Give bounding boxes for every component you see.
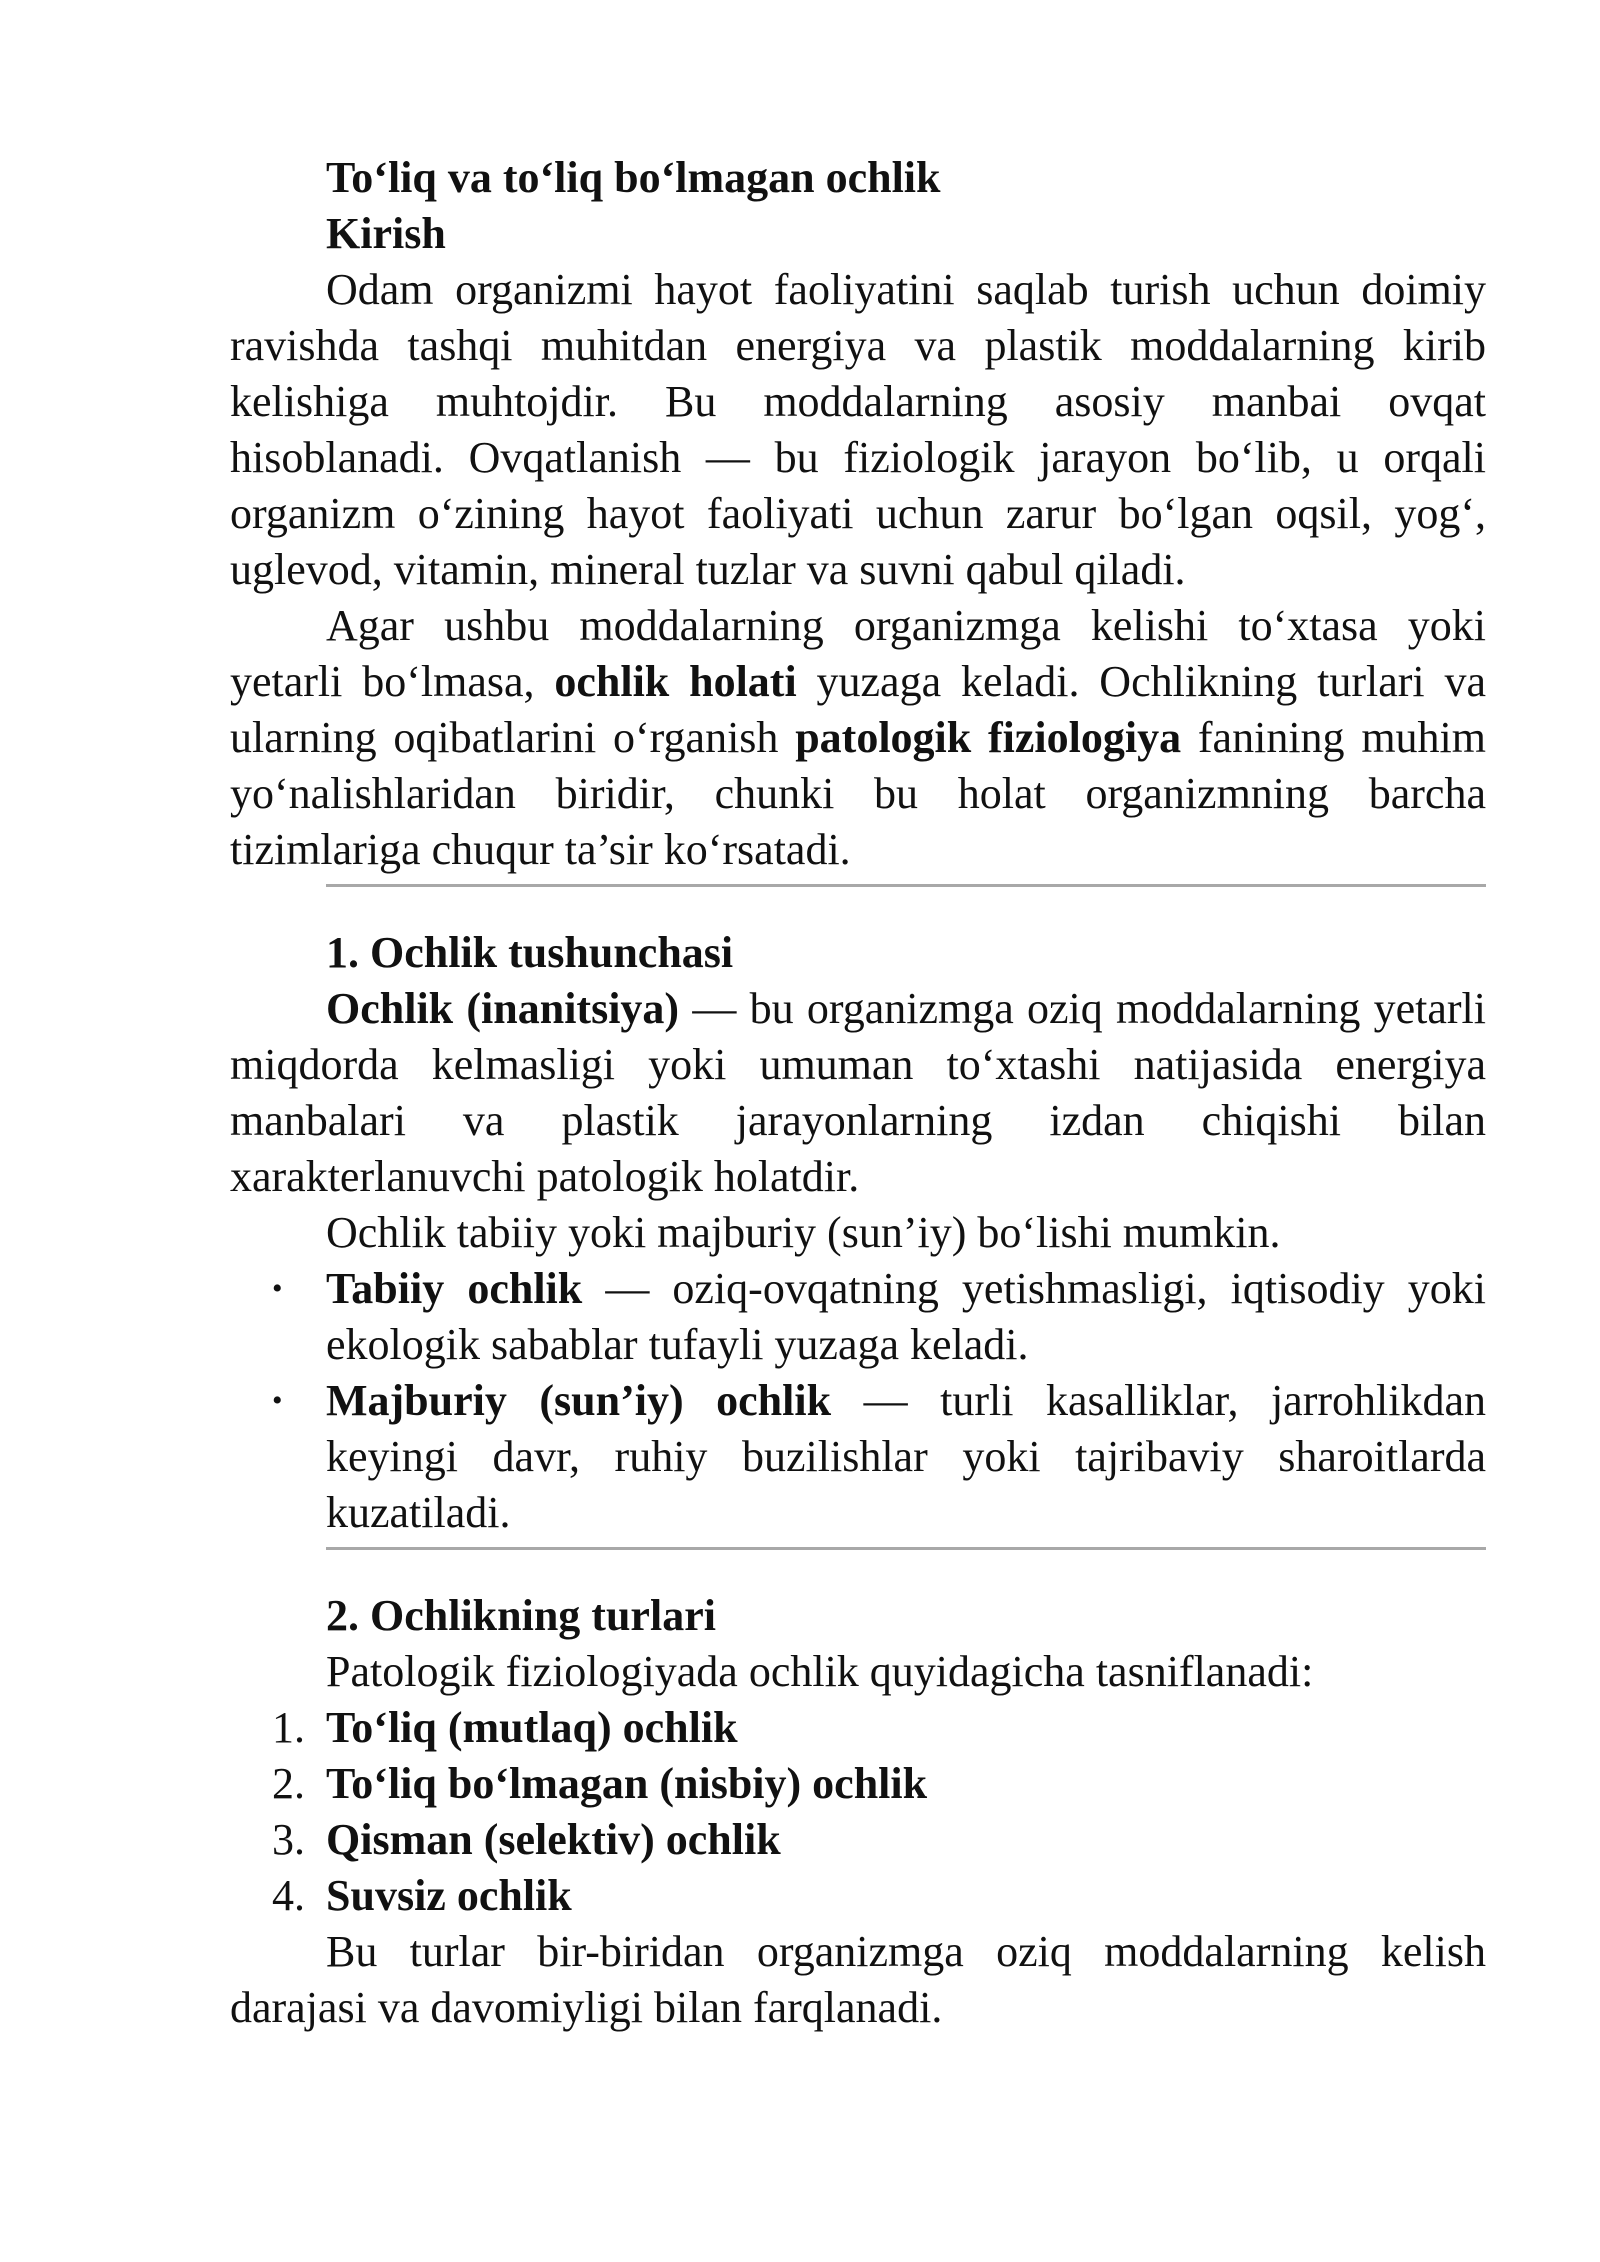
list-item xyxy=(272,1868,1486,1924)
section2-heading: 2. Ochlikning turlari xyxy=(326,1591,716,1640)
list-number: 2. xyxy=(272,1759,305,1808)
definition-text: — bu organizmga oziq moddalarning yetarli miqdorda kelmasligi yoki umuman to‘xtashi natijasida energiya manbalari va plastik jarayonlarning izdan chiqishi bilan xarakterlanuvchi patologik holatdir. xyxy=(230,984,1486,1201)
intro-p2-bold-ochlik-holati: ochlik holati xyxy=(554,657,797,706)
definition-term: Ochlik (inanitsiya) xyxy=(326,984,680,1033)
bullet-term: Majburiy (sun’iy) ochlik xyxy=(326,1376,832,1425)
section-divider xyxy=(326,1547,1486,1550)
list-item-text: Qisman (selektiv) ochlik xyxy=(326,1815,781,1864)
section1-heading: 1. Ochlik tushunchasi xyxy=(326,928,734,977)
classification-numbered-list xyxy=(230,1700,1486,1924)
intro-p2-text-e: fanining muhim yo‘nalishlaridan biridir, chunki bu holat organizmning barcha tizimlariga chuqur ta’sir ko‘rsatadi. xyxy=(230,713,1486,874)
intro-p2-text-a: Agar ushbu moddalarning organizmga kelishi to‘xtasa yoki yetarli bo‘lmasa, xyxy=(230,601,1486,706)
ochlik-types-bullet-list xyxy=(230,1261,1486,1541)
intro-paragraph-1: Odam organizmi hayot faoliyatini saqlab turish uchun doimiy ravishda tashqi muhitdan energiya va plastik moddalarning kirib kelishiga muhtojdir. Bu moddalarning asosiy manbai ovqat hisoblanadi. Ovqatlanish — bu fiziologik jarayon bo‘lib, u orqali organizm o‘zining hayot faoliyati uchun zarur bo‘lgan oqsil, yog‘, uglevod, vitamin, mineral tuzlar va suvni qabul qiladi. xyxy=(230,265,1486,594)
bullet-icon: • xyxy=(272,1384,283,1417)
section1-paragraph-2: Ochlik tabiiy yoki majburiy (sun’iy) bo‘lishi mumkin. xyxy=(326,1208,1281,1257)
list-item xyxy=(272,1261,1486,1373)
list-item xyxy=(272,1756,1486,1812)
list-number: 3. xyxy=(272,1815,305,1864)
intro-p2-bold-patologik-fiziologiya: patologik fiziologiya xyxy=(795,713,1182,762)
list-item-text: To‘liq (mutlaq) ochlik xyxy=(326,1703,738,1752)
list-item xyxy=(272,1812,1486,1868)
document-title: To‘liq va to‘liq bo‘lmagan ochlik xyxy=(326,153,941,202)
list-item xyxy=(272,1700,1486,1756)
intro-paragraph-2 xyxy=(230,598,1486,878)
bullet-text: — oziq-ovqatning yetishmasligi, iqtisodiy yoki ekologik sabablar tufayli yuzaga keladi. xyxy=(326,1264,1486,1369)
bullet-term: Tabiiy ochlik xyxy=(326,1264,583,1313)
list-number: 1. xyxy=(272,1703,305,1752)
bullet-text: — turli kasalliklar, jarrohlikdan keyingi davr, ruhiy buzilishlar yoki tajribaviy sharoitlarda kuzatiladi. xyxy=(326,1376,1486,1537)
section2-paragraph-1: Patologik fiziologiyada ochlik quyidagicha tasniflanadi: xyxy=(326,1647,1314,1696)
list-item-text: To‘liq bo‘lmagan (nisbiy) ochlik xyxy=(326,1759,928,1808)
section-divider xyxy=(326,884,1486,887)
intro-p2-text-c: yuzaga keladi. Ochlikning turlari va ularning oqibatlarini o‘rganish xyxy=(230,657,1486,762)
bullet-icon: • xyxy=(272,1272,283,1305)
section1-definition xyxy=(230,981,1486,1205)
document-body xyxy=(230,150,1486,2036)
section2-paragraph-2: Bu turlar bir-biridan organizmga oziq moddalarning kelish darajasi va davomiyligi bilan farqlanadi. xyxy=(230,1927,1486,2032)
list-item xyxy=(272,1373,1486,1541)
list-item-text: Suvsiz ochlik xyxy=(326,1871,572,1920)
list-number: 4. xyxy=(272,1871,305,1920)
intro-heading: Kirish xyxy=(326,209,446,258)
